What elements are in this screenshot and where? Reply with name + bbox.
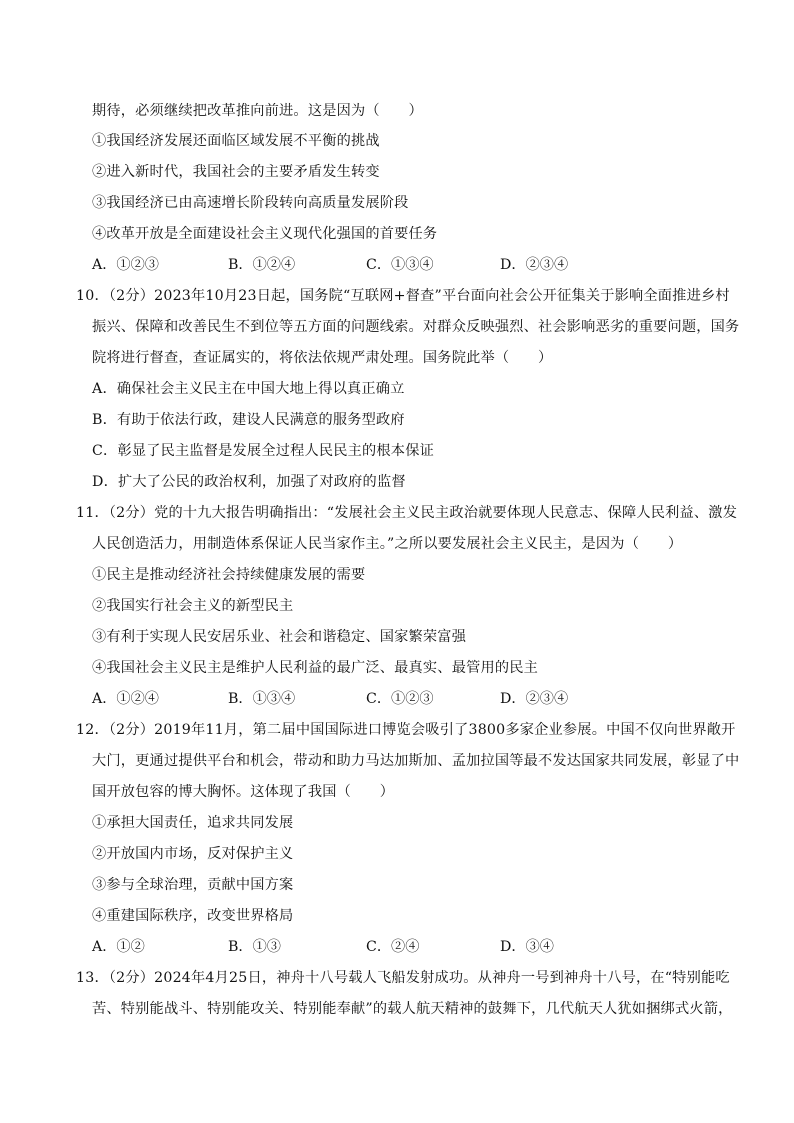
q12-item-3: ③参与全球治理，贡献中国方案	[92, 877, 294, 893]
q11-stem-line-2: 人民创造活力，用制造体系保证人民当家作主。”之所以要发展社会主义民主，是因为（ ）	[92, 536, 683, 552]
q12-stem-line-3: 国开放包容的博大胸怀。这体现了我国（ ）	[92, 784, 395, 800]
q9-option-d: D．②③④	[500, 257, 569, 273]
q12-option-c: C．②④	[366, 939, 420, 955]
q9-stem-continued: 期待，必须继续把改革推向前进。这是因为（ ）	[92, 103, 423, 119]
q9-item-1: ①我国经济发展还面临区域发展不平衡的挑战	[92, 133, 380, 149]
q11-stem-line-1: 11．（2分）党的十九大报告明确指出：“发展社会主义民主政治就要体现人民意志、保障人民利益、激发	[76, 505, 738, 521]
q12-option-b: B．①③	[228, 939, 281, 955]
q9-item-2: ②进入新时代，我国社会的主要矛盾发生转变	[92, 164, 380, 180]
q10-option-b: B．有助于依法行政，建设人民满意的服务型政府	[92, 412, 405, 428]
q12-item-4: ④重建国际秩序，改变世界格局	[92, 908, 294, 924]
q12-item-1: ①承担大国责任，追求共同发展	[92, 815, 294, 831]
q11-option-a: A．①②④	[92, 691, 159, 707]
q12-option-a: A．①②	[92, 939, 145, 955]
q11-option-b: B．①③④	[228, 691, 296, 707]
q9-option-b: B．①②④	[228, 257, 296, 273]
q11-option-d: D．②③④	[500, 691, 569, 707]
q12-stem-line-1: 12．（2分）2019年11月，第二届中国国际进口博览会吸引了3800多家企业参展。中国不仅向世界敞开	[76, 722, 736, 738]
q10-option-d: D．扩大了公民的政治权利，加强了对政府的监督	[92, 474, 406, 490]
q10-stem-line-1: 10．（2分）2023年10月23日起，国务院“互联网+督查”平台面向社会公开征集关于影响全面推进乡村	[76, 288, 730, 304]
q9-option-c: C．①③④	[366, 257, 434, 273]
q11-item-4: ④我国社会主义民主是维护人民利益的最广泛、最真实、最管用的民主	[92, 660, 539, 676]
q10-option-a: A．确保社会主义民主在中国大地上得以真正确立	[92, 381, 405, 397]
q12-item-2: ②开放国内市场，反对保护主义	[92, 846, 294, 862]
q9-item-4: ④改革开放是全面建设社会主义现代化强国的首要任务	[92, 226, 438, 242]
q13-stem-line-2: 苦、特别能战斗、特别能攻关、特别能奉献”的载人航天精神的鼓舞下，几代航天人犹如捆绑式火箭，	[92, 1001, 733, 1017]
q10-option-c: C．彰显了民主监督是发展全过程人民民主的根本保证	[92, 443, 434, 459]
q9-option-a: A．①②③	[92, 257, 159, 273]
q10-stem-line-3: 院将进行督查，查证属实的，将依法依规严肃处理。国务院此举（ ）	[92, 350, 553, 366]
q11-item-3: ③有利于实现人民安居乐业、社会和谐稳定、国家繁荣富强	[92, 629, 467, 645]
q12-option-d: D．③④	[500, 939, 554, 955]
q11-item-1: ①民主是推动经济社会持续健康发展的需要	[92, 567, 366, 583]
q9-item-3: ③我国经济已由高速增长阶段转向高质量发展阶段	[92, 195, 409, 211]
q11-item-2: ②我国实行社会主义的新型民主	[92, 598, 294, 614]
q13-stem-line-1: 13．（2分）2024年4月25日，神舟十八号载人飞船发射成功。从神舟一号到神舟十八号，在“特别能吃	[76, 970, 730, 986]
q11-option-c: C．①②③	[366, 691, 434, 707]
q10-stem-line-2: 振兴、保障和改善民生不到位等五方面的问题线索。对群众反映强烈、社会影响恶劣的重要问题，国务	[92, 319, 740, 335]
q12-stem-line-2: 大门，更通过提供平台和机会，带动和助力马达加斯加、孟加拉国等最不发达国家共同发展，彰显了中	[92, 753, 740, 769]
